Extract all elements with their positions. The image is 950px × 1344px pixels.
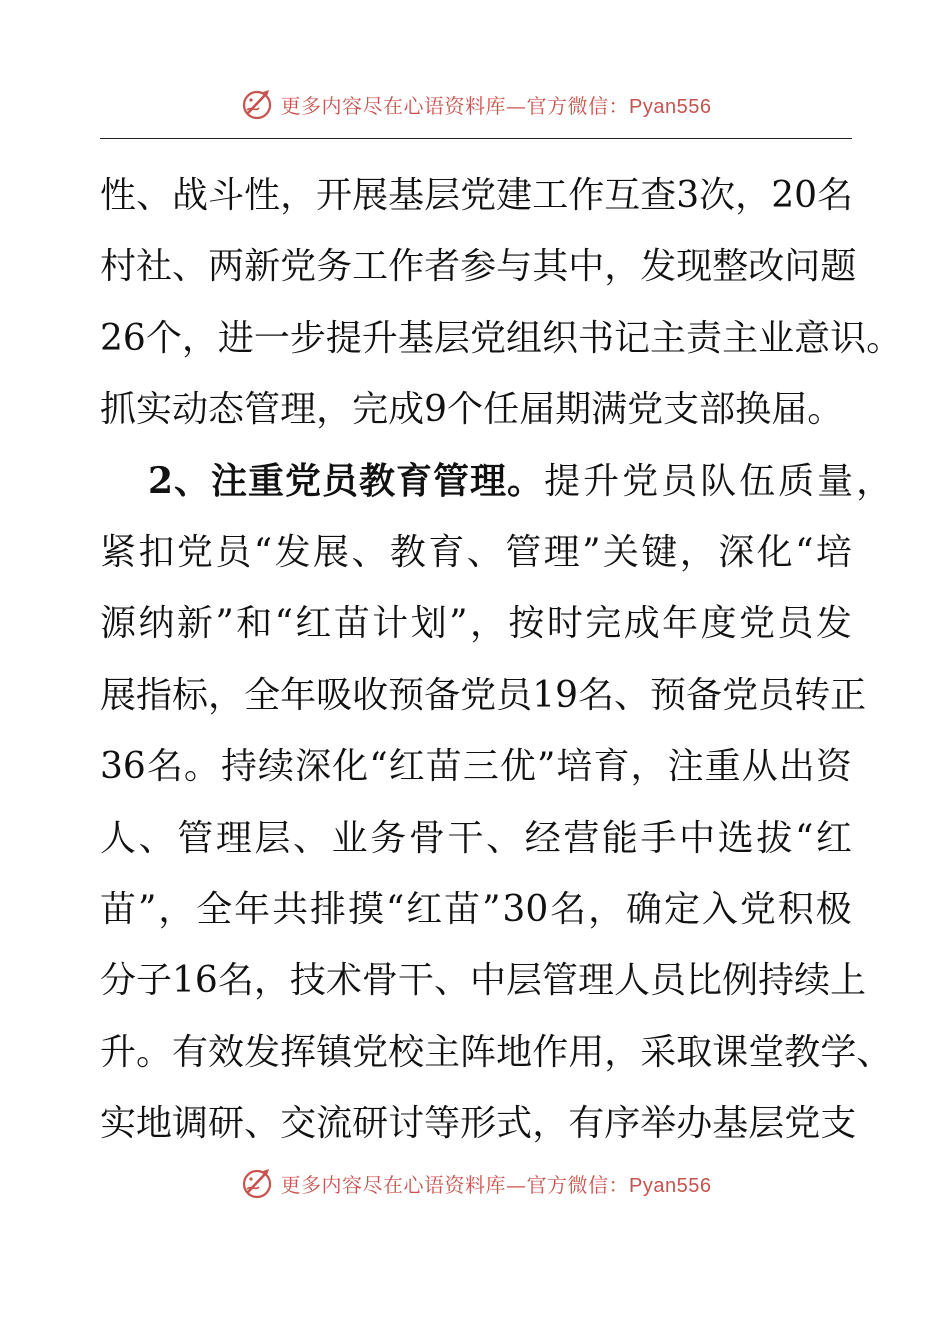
text-line: 源 纳 新 ” 和 “ 红 苗 计 划 ” ， 按 时 完 成 年 度 党 员 发 xyxy=(100,603,852,645)
text-line: 人 、 管 理 层 、 业 务 骨 干 、 经 营 能 手 中 选 拔 “ 红 xyxy=(100,817,852,859)
text-line: 村 社 、 两 新 党 务 工 作 者 参 与 其 中 ， 发 现 整 改 问 题 xyxy=(100,246,857,288)
text-line: 26 个 ， 进 一 步 提 升 基 层 党 组 织 书 记 主 责 主 业 意 识 。 xyxy=(100,317,903,359)
section-heading-rest: 提升党员队伍质量， xyxy=(544,460,896,502)
header-banner xyxy=(0,84,950,124)
text-line: 抓 实 动 态 管 理 ， 完 成 9 个 任 届 期 满 党 支 部 换 届 。 xyxy=(100,389,844,431)
footer-wechat-id: Pyan556 xyxy=(629,1174,712,1197)
header-banner-text: 更多内容尽在心语资料库—官方微信：Pyan556 xyxy=(280,93,712,118)
text-line: 分 子 16 名 ， 技 术 骨 干 、 中 层 管 理 人 员 比 例 持 续 上 xyxy=(100,960,867,1002)
header-wechat-id: Pyan556 xyxy=(629,95,712,118)
text-line: 展 指 标 ， 全 年 吸 收 预 备 党 员 19 名 、 预 备 党 员 转 正 xyxy=(100,674,867,716)
text-line: 苗 ” ， 全 年 共 排 摸 “ 红 苗 ” 30 名 ， 确 定 入 党 积 极 xyxy=(100,888,852,930)
header-divider xyxy=(100,138,852,139)
pen-logo-icon xyxy=(239,1165,275,1201)
text-line: 升 。 有 效 发 挥 镇 党 校 主 阵 地 作 用 ， 采 取 课 堂 教 学 、 xyxy=(100,1031,893,1073)
text-line: 实 地 调 研 、 交 流 研 讨 等 形 式 ， 有 序 举 办 基 层 党 支 xyxy=(100,1103,857,1145)
pen-logo-icon xyxy=(239,86,275,122)
text-line: 性 、 战 斗 性 ， 开 展 基 层 党 建 工 作 互 查 3 次 ， 20 名 xyxy=(100,175,854,216)
section-heading-bold: 2、注重党员教育管理。 xyxy=(148,459,545,502)
footer-banner xyxy=(0,1163,950,1203)
text-line: 紧 扣 党 员 “ 发 展 、 教 育 、 管 理 ” 关 键 ， 深 化 “ 培 xyxy=(100,531,852,573)
section-heading-line xyxy=(100,446,896,517)
text-line: 36 名 。 持 续 深 化 “ 红 苗 三 优 ” 培 育 ， 注 重 从 出 资 xyxy=(100,746,852,788)
footer-banner-text: 更多内容尽在心语资料库—官方微信：Pyan556 xyxy=(280,1172,712,1197)
document-body xyxy=(100,160,903,1159)
